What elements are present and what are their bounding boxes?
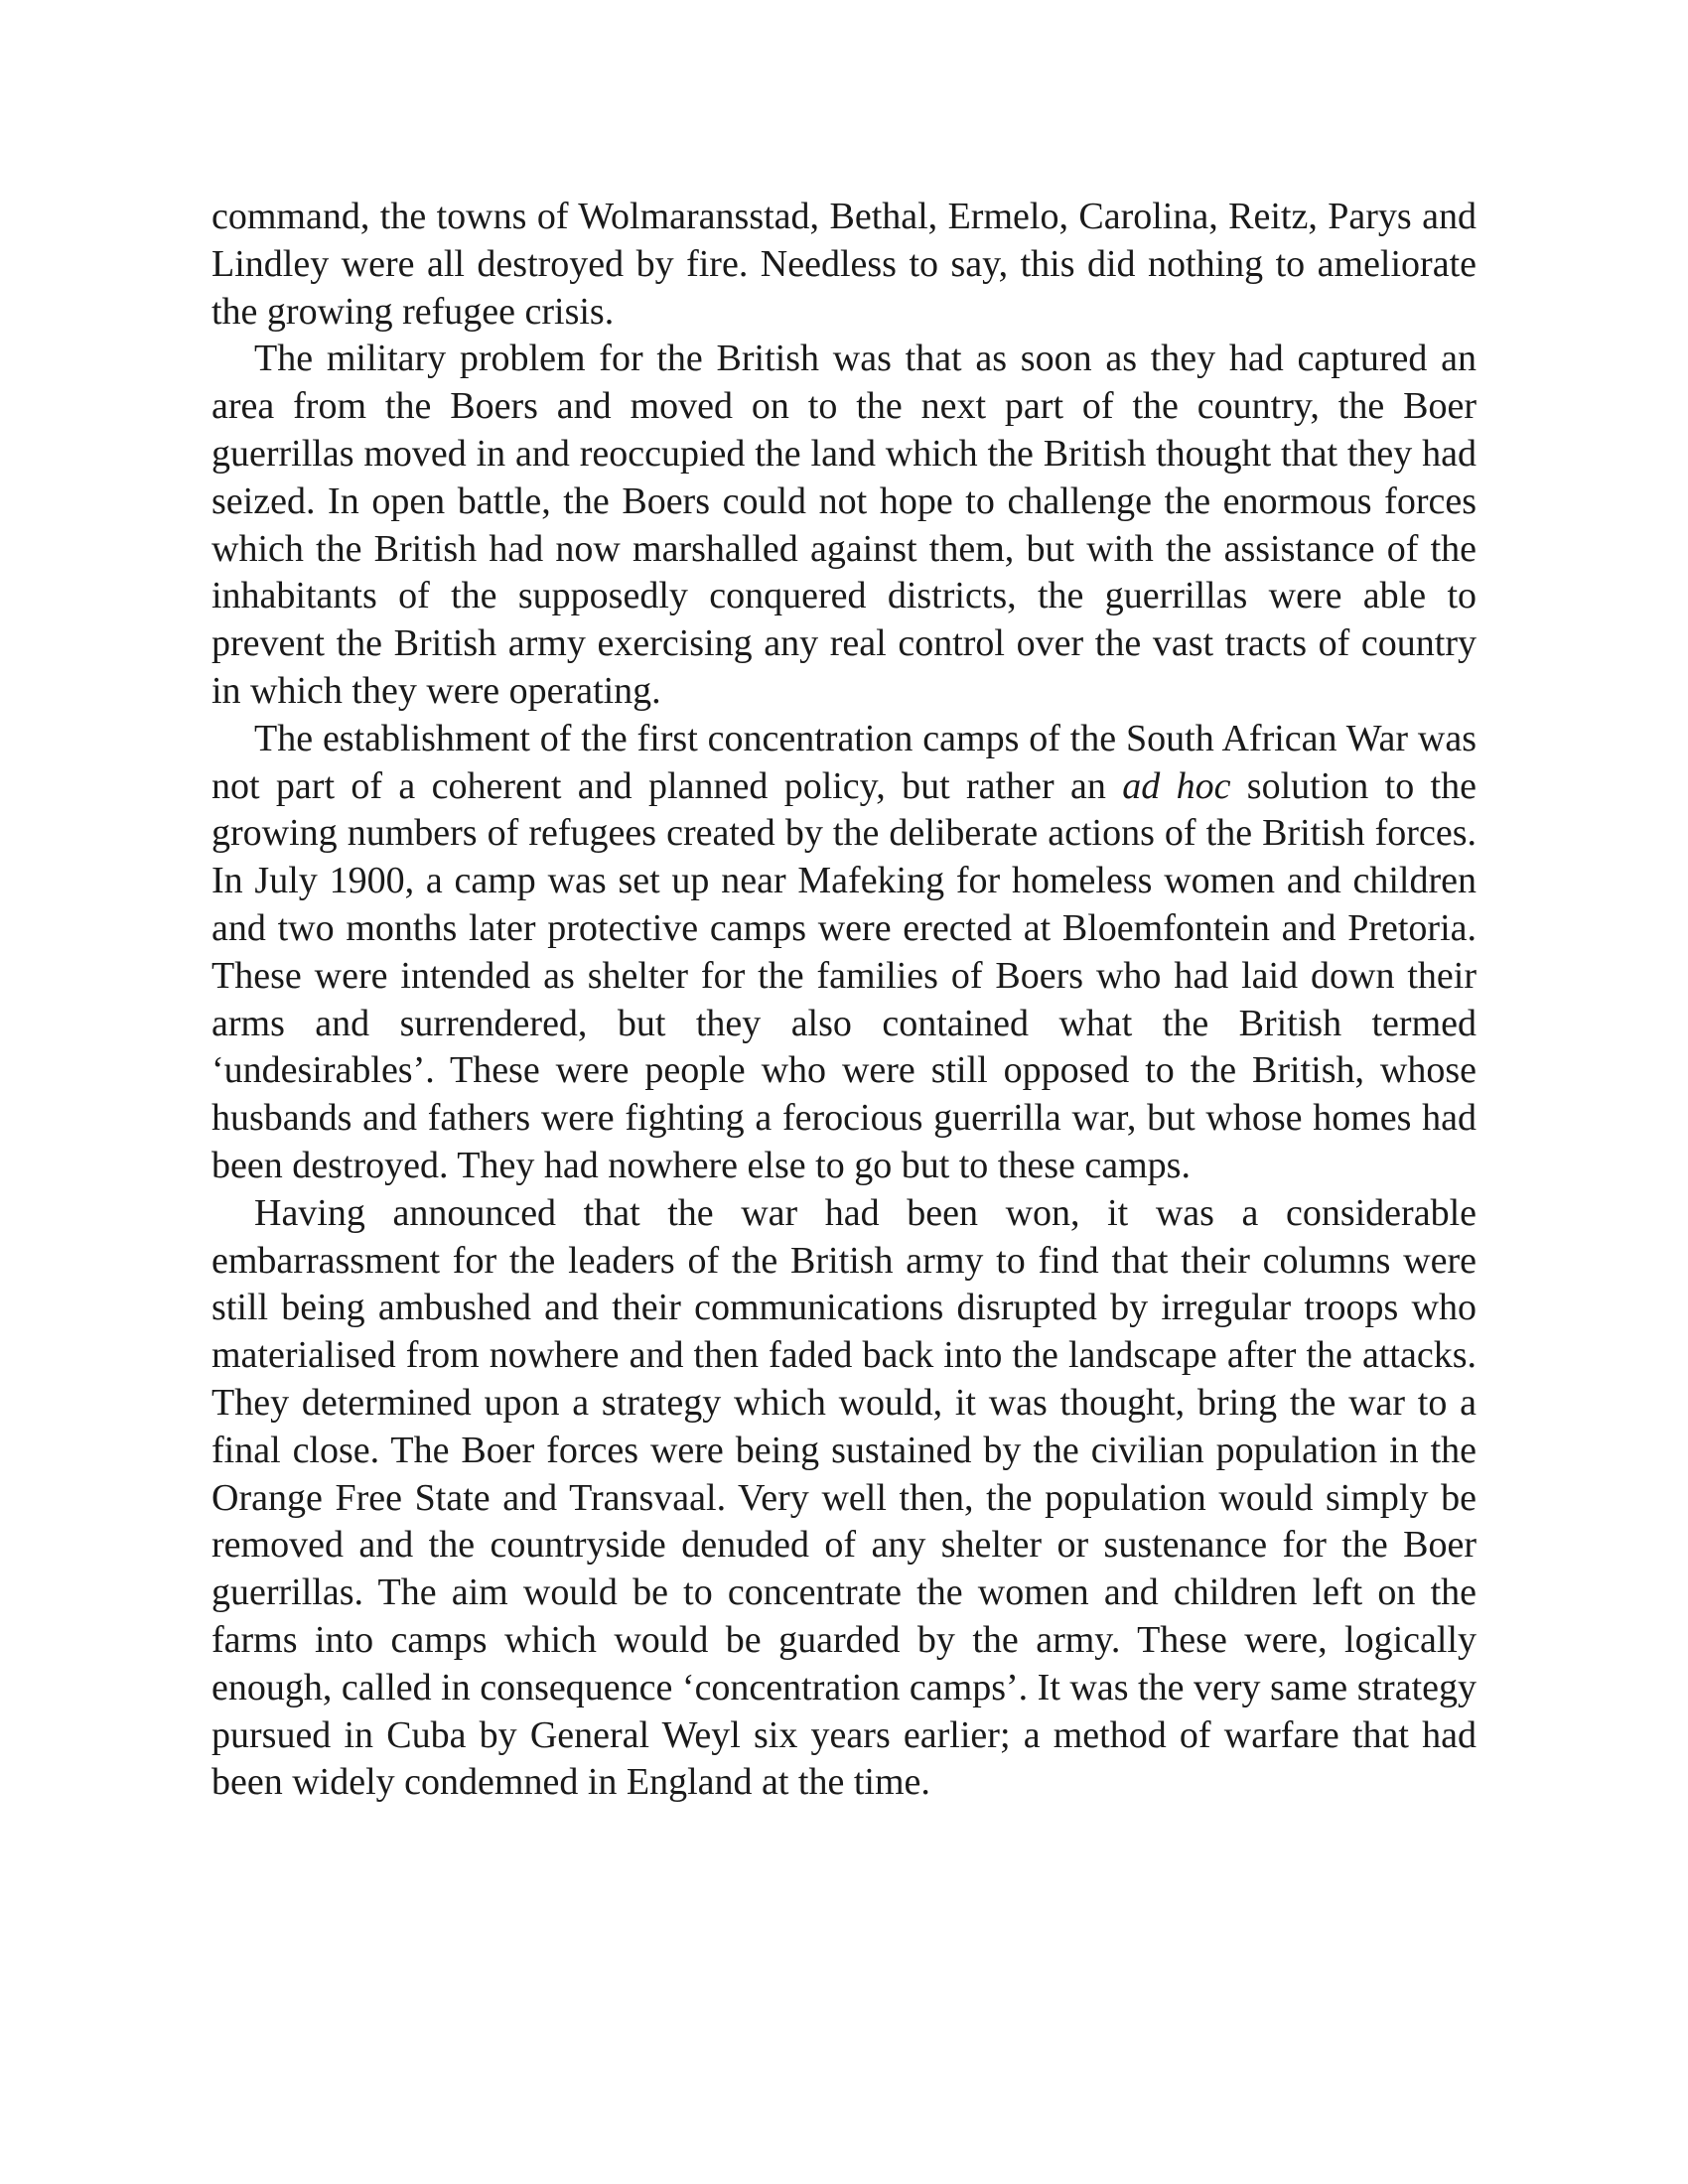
- paragraph-text: solution to the growing numbers of refugees created by the deliberate actions of the British forces. In July 1900, a camp was set up near Mafeking for homeless women and children and two months later protective camps were erected at Bloemfontein and Pretoria. These were intended as shelter for the families of Boers who had laid down their arms and surrendered, but they also contained what the British termed ‘undesirables’. These were people who were still opposed to the British, whose husbands and fathers were fighting a ferocious guerrilla war, but whose homes had been destroyed. They had nowhere else to go but to these camps.: [211, 764, 1477, 1186]
- paragraph-3: [211, 716, 1477, 1190]
- paragraph-text: The military problem for the British was that as soon as they had captured an area from the Boers and moved on to the next part of the country, the Boer guerrillas moved in and reoccupied the land which the British thought that they had seized. In open battle, the Boers could not hope to challenge the enormous forces which the British had now marshalled against them, but with the assistance of the inhabitants of the supposedly conquered districts, the guerrillas were able to prevent the British army exercising any real control over the vast tracts of country in which they were operating.: [211, 338, 1477, 712]
- paragraph-text: The establishment of the first concentration camps of the South African War was not part of a coherent and planned policy, but rather an: [211, 717, 1477, 807]
- paragraph-text: command, the towns of Wolmaransstad, Bethal, Ermelo, Carolina, Reitz, Parys and Lindley were all destroyed by fire. Needless to say, this did nothing to ameliorate the growing refugee crisis.: [211, 196, 1477, 333]
- paragraph-text: Having announced that the war had been won, it was a considerable embarrassment for the leaders of the British army to find that their columns were still being ambushed and their communications disrupted by irregular troops who materialised from nowhere and then faded back into the landscape after the attacks. They determined upon a strategy which would, it was thought, bring the war to a final close. The Boer forces were being sustained by the civilian population in the Orange Free State and Transvaal. Very well then, the population would simply be removed and the countryside denuded of any shelter or sustenance for the Boer guerrillas. The aim would be to concentrate the women and children left on the farms into camps which would be guarded by the army. These were, logically enough, called in consequence ‘concentration camps’. It was the very same strategy pursued in Cuba by General Weyl six years earlier; a method of warfare that had been widely condemned in England at the time.: [211, 1191, 1477, 1804]
- paragraph-2: [211, 336, 1477, 715]
- paragraph-1: [211, 194, 1477, 336]
- italic-phrase: ad hoc: [1122, 764, 1231, 807]
- document-page: [211, 194, 1477, 1807]
- paragraph-4: [211, 1190, 1477, 1807]
